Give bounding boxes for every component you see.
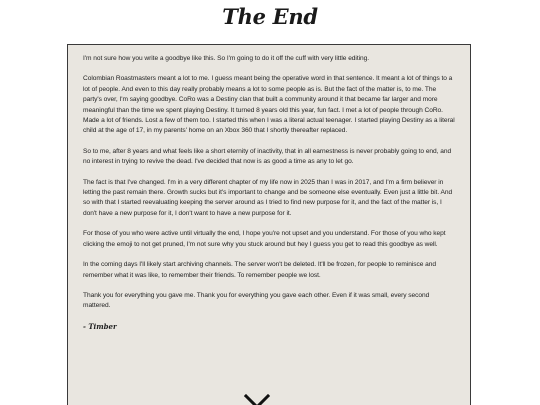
letter-paragraph-6: In the coming days I'll likely start archiving channels. The server won't be deleted. It'll be frozen, for people to reminisce and remember what it was like, to remember their friends. To remember people we lost.: [83, 261, 437, 279]
close-x-icon[interactable]: [244, 394, 270, 405]
close-x-glyph: [244, 394, 270, 405]
letter-paragraph-1: I'm not sure how you write a goodbye like this. So I'm going to do it off the cuff with very little editing.: [83, 55, 370, 62]
letter-paragraph-2: Colombian Roastmasters meant a lot to me. I guess meant being the operative word in that sentence. It meant a lot of things to a lot of people. And even to this day really probably means a lot to some people as is. But the fact of the matter is, to me. The party's over, I'm saying goodbye. CoRo was a Destiny clan that built a community around it that became far larger and more meaningful than the time we spent playing Destiny. It turned 8 years old this year, fun fact. I met a lot of people through CoRo. Made a lot of friends. Lost a few of them too. I started this when I was a literal actual teenager. I started playing Destiny as a literal child at the age of 17, in my parents' home on an Xbox 360 that I shortly thereafter replaced.: [83, 75, 455, 135]
letter-paragraph-5: For those of you who were active until virtually the end, I hope you're not upset and you understand. For those of you who kept clicking the emoji to not get pruned, I'm not sure why you stuck around but hey I guess you get to read this goodbye as well.: [83, 230, 446, 248]
letter-paragraph-7: Thank you for everything you gave me. Thank you for everything you gave each other. Even if it was small, every second mattered.: [83, 291, 430, 310]
letter-panel: [67, 44, 471, 405]
page-title: The End: [222, 4, 318, 29]
letter-paragraph-3: So to me, after 8 years and what feels like a short eternity of inactivity, that in all earnestness is never probably going to end, and no interest in trying to revive the dead. I've decided that now is as good a time as any to let go.: [83, 147, 452, 166]
letter-signature: - Timber: [83, 321, 117, 331]
letter-paragraph-4: The fact is that I've changed. I'm in a very different chapter of my life now in 2025 than I was in 2017, and I'm a firm believer in letting the past remain there. Growth sucks but it's important to change and be someone else eventually. Even just a little bit. And so with that I started reevaluating keeping the server around as I tried to find new purpose for it, and the fact of the matter is, I don't have a new purpose for it, I don't want to have a new purpose for it.: [83, 178, 453, 217]
